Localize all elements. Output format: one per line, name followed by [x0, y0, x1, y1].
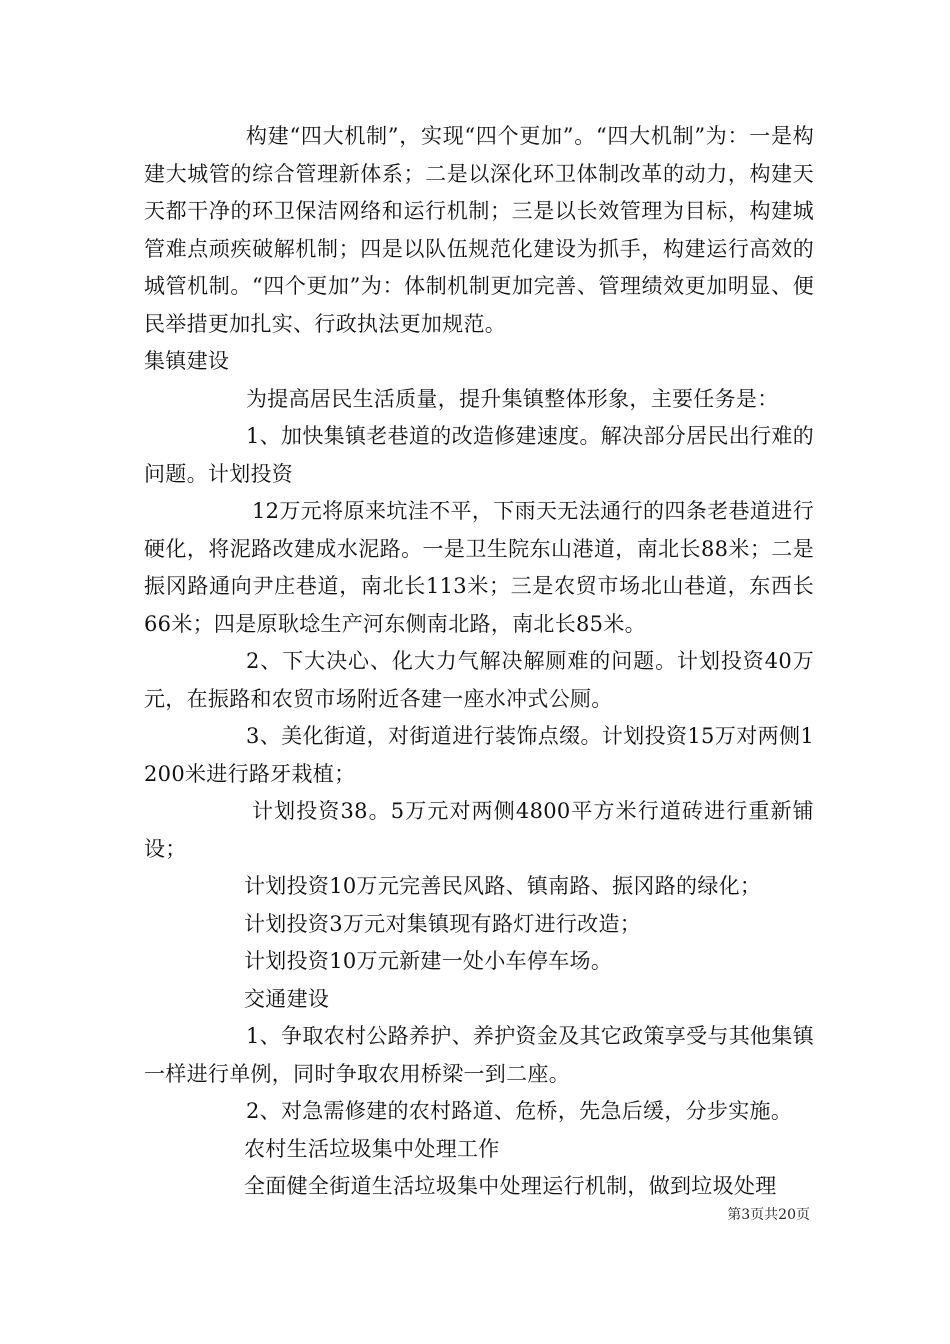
- page-number-footer: 第3页共20页: [727, 1207, 810, 1223]
- paragraph-town-tasks-intro: 为提高居民生活质量，提升集镇整体形象，主要任务是：: [246, 386, 779, 411]
- paragraph-transport-item-2: 2、对急需修建的农村路道、危桥，先急后缓，分步实施。: [246, 1099, 793, 1123]
- paragraph-parking-lot: 计划投资10万元新建一处小车停车场。: [244, 949, 613, 973]
- section-heading-town-construction: 集镇建设: [144, 349, 230, 373]
- paragraph-task-3-street-beautification: 3、美化街道，对街道进行装饰点缀。计划投资15万对两侧1200米进行路牙栽植；: [144, 724, 814, 786]
- paragraph-task-2-public-toilets: 2、下大决心、化大力气解决解厕难的问题。计划投资40万元，在振路和农贸市场附近各建一座水冲式公厕。: [144, 649, 814, 711]
- paragraph-greening: 计划投资10万元完善民风路、镇南路、振冈路的绿化；: [244, 874, 762, 898]
- paragraph-task-1-alley-renovation: 1、加快集镇老巷道的改造修建速度。解决部分居民出行难的问题。计划投资: [144, 424, 814, 486]
- paragraph-transport-item-1: 1、争取农村公路养护、养护资金及其它政策享受与其他集镇一样进行单例，同时争取农用桥梁一到二座。: [144, 1024, 814, 1086]
- paragraph-pavement-bricks: 计划投资38。5万元对两侧4800平方米行道砖进行重新铺设；: [144, 799, 814, 861]
- paragraph-garbage-mechanism: 全面健全街道生活垃圾集中处理运行机制，做到垃圾处理: [244, 1174, 777, 1198]
- paragraph-alley-investment-details: 12万元将原来坑洼不平，下雨天无法通行的四条老巷道进行硬化，将泥路改建成水泥路。一是卫生院东山港道，南北长88米；二是振冈路通向尹庄巷道，南北长113米；三是农贸市场北山巷道，东西长66米；四是原耿埝生产河东侧南北路，南北长85米。: [144, 499, 814, 636]
- section-heading-garbage: 农村生活垃圾集中处理工作: [244, 1136, 500, 1161]
- document-body: [144, 118, 814, 1206]
- section-heading-transport: 交通建设: [244, 986, 330, 1011]
- paragraph-streetlights: 计划投资3万元对集镇现有路灯进行改造；: [244, 911, 642, 936]
- paragraph-four-mechanisms: 构建“四大机制”，实现“四个更加”。“四大机制”为：一是构建大城管的综合管理新体系；二是以深化环卫体制改革的动力，构建天天都干净的环卫保洁网络和运行机制；三是以长效管理为目标，构建城管难点顽疾破解机制；四是以队伍规范化建设为抓手，构建运行高效的城管机制。“四个更加”为：体制机制更加完善、管理绩效更加明显、便民举措更加扎实、行政执法更加规范。: [144, 124, 814, 336]
